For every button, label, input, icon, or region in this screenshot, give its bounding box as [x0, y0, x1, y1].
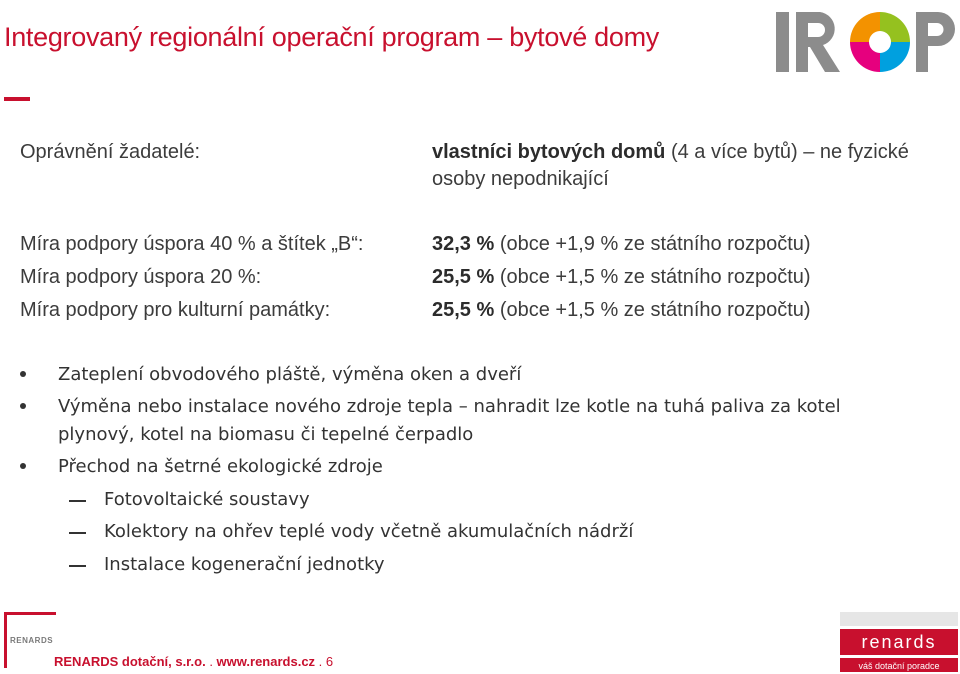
footer-page-number: 6: [325, 654, 334, 669]
list-item: Přechod na šetrné ekologické zdroje: [58, 456, 383, 477]
support-label: Míra podpory pro kulturní památky:: [20, 299, 331, 321]
footer-text: [54, 654, 333, 669]
irop-letter-r: [796, 12, 840, 72]
footer-box-label: RENARDS: [10, 636, 54, 645]
support-value: [432, 297, 811, 324]
title-underline: [4, 97, 30, 101]
page-title: Integrovaný regionální operační program – bytové domy: [4, 22, 659, 52]
bullet-icon: [20, 371, 26, 377]
sub-list-item: Kolektory na ohřev teplé vody včetně akumulačních nádrží: [104, 521, 634, 542]
irop-letter-o-colorful: [850, 12, 910, 72]
list-item: Výměna nebo instalace nového zdroje tepla – nahradit lze kotle na tuhá paliva za kotel: [58, 396, 841, 417]
renards-tagline: váš dotační poradce: [858, 661, 940, 671]
dash-icon: [69, 532, 86, 534]
support-percent: 25,5 %: [432, 299, 495, 321]
irop-logo: [770, 4, 960, 76]
support-value: [432, 231, 811, 258]
irop-letter-i: [776, 12, 789, 72]
footer-company: RENARDS dotační, s.r.o.: [54, 654, 206, 669]
list-item: Zateplení obvodového pláště, výměna oken a dveří: [58, 364, 522, 385]
footer-website[interactable]: www.renards.cz: [216, 654, 316, 669]
support-label: Míra podpory úspora 20 %:: [20, 266, 262, 288]
eligibility-value-line2: osoby nepodnikající: [432, 168, 609, 190]
irop-letter-p: [916, 12, 955, 72]
support-value: [432, 264, 811, 291]
sub-list-item: Instalace kogenerační jednotky: [104, 554, 385, 575]
eligibility-value-rest: (4 a více bytů) – ne fyzické: [665, 141, 909, 163]
dash-icon: [69, 565, 86, 567]
footer-sep: .: [205, 654, 217, 669]
support-percent: 25,5 %: [432, 266, 495, 288]
bullet-icon: [20, 403, 26, 409]
support-percent: 32,3 %: [432, 233, 495, 255]
bullet-icon: [20, 463, 26, 469]
renards-wordmark: renards: [861, 632, 937, 652]
eligibility-value-bold: vlastníci bytových domů: [432, 141, 666, 163]
support-label: Míra podpory úspora 40 % a štítek „B“:: [20, 233, 364, 255]
dash-icon: [69, 500, 86, 502]
eligibility-value: [432, 139, 909, 166]
sub-list-item: Fotovoltaické soustavy: [104, 489, 310, 510]
list-item-continuation: plynový, kotel na biomasu či tepelné čerpadlo: [58, 424, 474, 445]
renards-logo: [840, 612, 958, 672]
support-note: (obce +1,9 % ze státního rozpočtu): [494, 233, 811, 255]
support-note: (obce +1,5 % ze státního rozpočtu): [494, 299, 811, 321]
support-note: (obce +1,5 % ze státního rozpočtu): [494, 266, 811, 288]
eligibility-label: Oprávnění žadatelé:: [20, 141, 201, 163]
footer-sep: .: [315, 654, 326, 669]
